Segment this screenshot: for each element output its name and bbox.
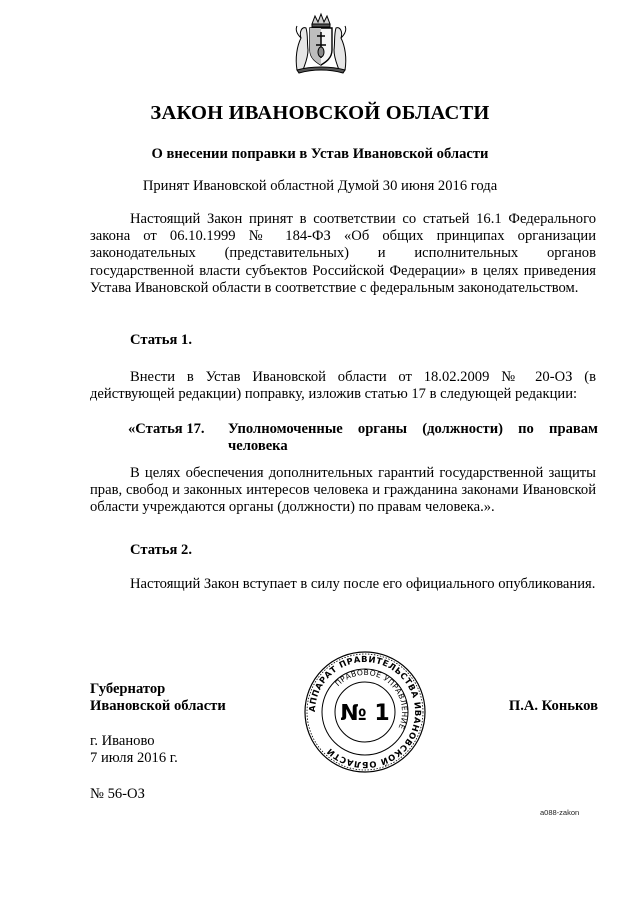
signatory-position-line-1: Губернатор <box>90 681 166 697</box>
date: 7 июля 2016 г. <box>90 750 178 767</box>
signatory-name: П.А. Коньков <box>508 698 598 714</box>
quoted-article-title: Уполномоченные органы (должности) по правам человека <box>228 421 598 455</box>
quoted-article-label: «Статья 17. <box>128 421 205 437</box>
law-title: ЗАКОН ИВАНОВСКОЙ ОБЛАСТИ <box>150 102 490 124</box>
seal-ring-text: АППАРАТ ПРАВИТЕЛЬСТВА ИВАНОВСКОЙ ОБЛАСТИ <box>306 653 424 771</box>
quoted-article-17-heading <box>128 421 598 455</box>
article-2-heading: Статья 2. <box>130 542 192 558</box>
article-2-text: Настоящий Закон вступает в силу после его официального опубликования. <box>130 576 596 592</box>
article-1-text: Внести в Устав Ивановской области от 18.02.2009 № 20-ОЗ (в действующей редакции) поправку, изложив статью 17 в следующей редакции: <box>90 369 596 403</box>
coat-of-arms-emblem <box>291 12 351 74</box>
quoted-article-text: В целях обеспечения дополнительных гарантий государственной защиты прав, свобод и законных интересов человека и гражданина законами Ивановской области учреждаются органы (должности) по правам человека.». <box>90 465 596 516</box>
signatory-position-line-2: Ивановской области <box>90 698 226 715</box>
place: г. Иваново <box>90 733 155 749</box>
law-subtitle: О внесении поправки в Устав Ивановской области <box>151 146 489 162</box>
signatory-position <box>90 681 226 715</box>
seal-number: № 1 <box>340 701 390 726</box>
law-number: № 56-ОЗ <box>90 786 145 802</box>
official-seal <box>302 649 428 775</box>
place-and-date <box>90 733 178 768</box>
seal-inner-text: ПРАВОВОЕ УПРАВЛЕНИЕ <box>333 667 410 731</box>
article-1-heading: Статья 1. <box>130 332 192 348</box>
adoption-line: Принят Ивановской областной Думой 30 июня 2016 года <box>142 178 498 194</box>
document-code: a088-zakon <box>540 808 580 817</box>
preamble-paragraph: Настоящий Закон принят в соответствии со статьей 16.1 Федерального закона от 06.10.1999 № 184-ФЗ «Об общих принципах организации законодательных (представительных) и исполнительных органов государственной власти субъектов Российской Федерации» в целях приведения Устава Ивановской области в соответствие с федеральным законодательством. <box>90 211 596 296</box>
